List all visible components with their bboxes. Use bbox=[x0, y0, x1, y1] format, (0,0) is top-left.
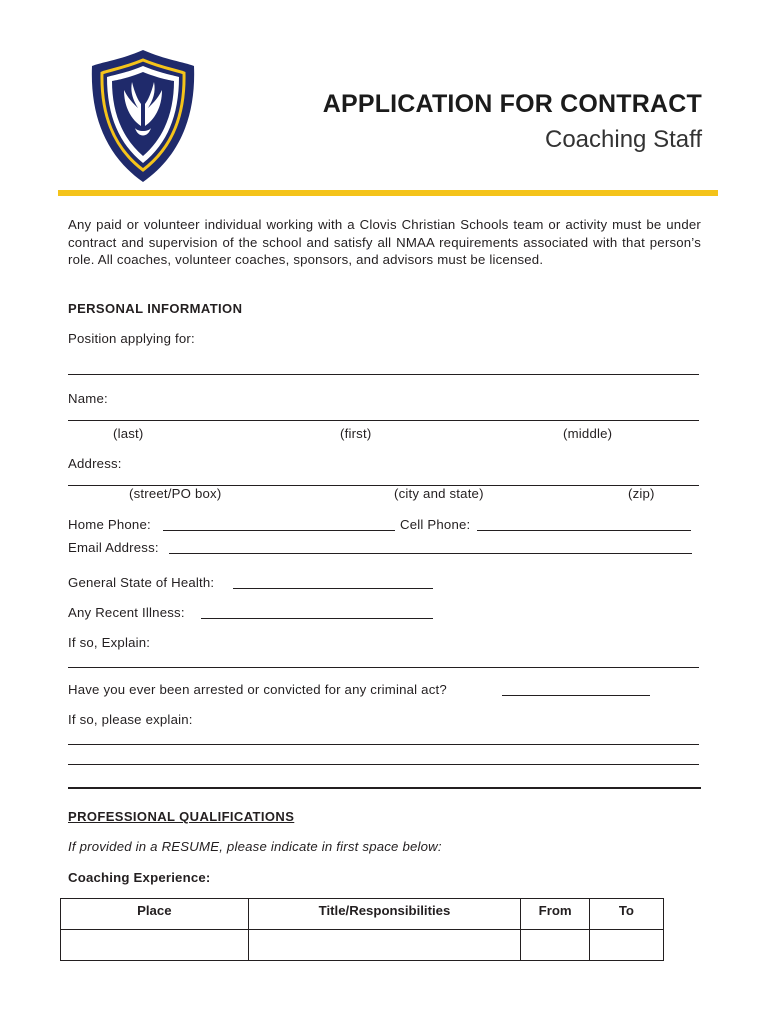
illness-label: Any Recent Illness: bbox=[68, 605, 185, 620]
personal-info-heading: PERSONAL INFORMATION bbox=[68, 301, 243, 316]
home-phone-field[interactable] bbox=[163, 517, 395, 531]
health-field[interactable] bbox=[233, 575, 433, 589]
coaching-experience-table bbox=[60, 898, 664, 961]
section-rule bbox=[68, 787, 701, 789]
position-label: Position applying for: bbox=[68, 331, 195, 346]
address-field[interactable] bbox=[68, 473, 699, 486]
please-explain-label: If so, please explain: bbox=[68, 712, 193, 727]
email-field[interactable] bbox=[169, 540, 692, 554]
arrest-field[interactable] bbox=[502, 682, 650, 696]
cell-title[interactable] bbox=[248, 930, 521, 961]
table-header-title: Title/Responsibilities bbox=[248, 899, 521, 930]
name-middle-caption: (middle) bbox=[563, 426, 613, 441]
table-header-from: From bbox=[521, 899, 589, 930]
resume-note: If provided in a RESUME, please indicate in first space below: bbox=[68, 839, 442, 854]
home-phone-label: Home Phone: bbox=[68, 517, 151, 532]
cell-place[interactable] bbox=[61, 930, 249, 961]
table-row bbox=[61, 930, 664, 961]
page-title: APPLICATION FOR CONTRACT bbox=[322, 90, 702, 118]
arrest-explain-line-1[interactable] bbox=[68, 731, 699, 745]
cell-phone-label: Cell Phone: bbox=[400, 517, 471, 532]
name-field[interactable] bbox=[68, 408, 699, 421]
intro-paragraph: Any paid or volunteer individual working with a Clovis Christian Schools team or activity must be under contract and supervision of the school and satisfy all NMAA requirements associated with that person’s role. All coaches, volunteer coaches, sponsors, and advisors must be licensed. bbox=[68, 217, 701, 267]
explain-label: If so, Explain: bbox=[68, 635, 151, 650]
coaching-experience-label: Coaching Experience: bbox=[68, 870, 211, 885]
illness-field[interactable] bbox=[201, 605, 433, 619]
name-first-caption: (first) bbox=[340, 426, 372, 441]
address-street-caption: (street/PO box) bbox=[129, 486, 222, 501]
school-crest-logo bbox=[88, 46, 198, 186]
name-label: Name: bbox=[68, 391, 108, 406]
cell-phone-field[interactable] bbox=[477, 517, 691, 531]
address-city-caption: (city and state) bbox=[394, 486, 484, 501]
page-subtitle: Coaching Staff bbox=[545, 126, 702, 153]
health-label: General State of Health: bbox=[68, 575, 215, 590]
table-header-place: Place bbox=[61, 899, 249, 930]
cell-from[interactable] bbox=[521, 930, 589, 961]
address-label: Address: bbox=[68, 456, 122, 471]
explain-field[interactable] bbox=[68, 654, 699, 668]
arrest-label: Have you ever been arrested or convicted for any criminal act? bbox=[68, 682, 447, 697]
professional-heading: PROFESSIONAL QUALIFICATIONS bbox=[68, 809, 295, 824]
arrest-explain-line-2[interactable] bbox=[68, 751, 699, 765]
address-zip-caption: (zip) bbox=[628, 486, 655, 501]
position-field[interactable] bbox=[68, 362, 699, 375]
name-last-caption: (last) bbox=[113, 426, 144, 441]
email-label: Email Address: bbox=[68, 540, 159, 555]
table-header-to: To bbox=[589, 899, 663, 930]
accent-divider bbox=[58, 190, 718, 196]
cell-to[interactable] bbox=[589, 930, 663, 961]
